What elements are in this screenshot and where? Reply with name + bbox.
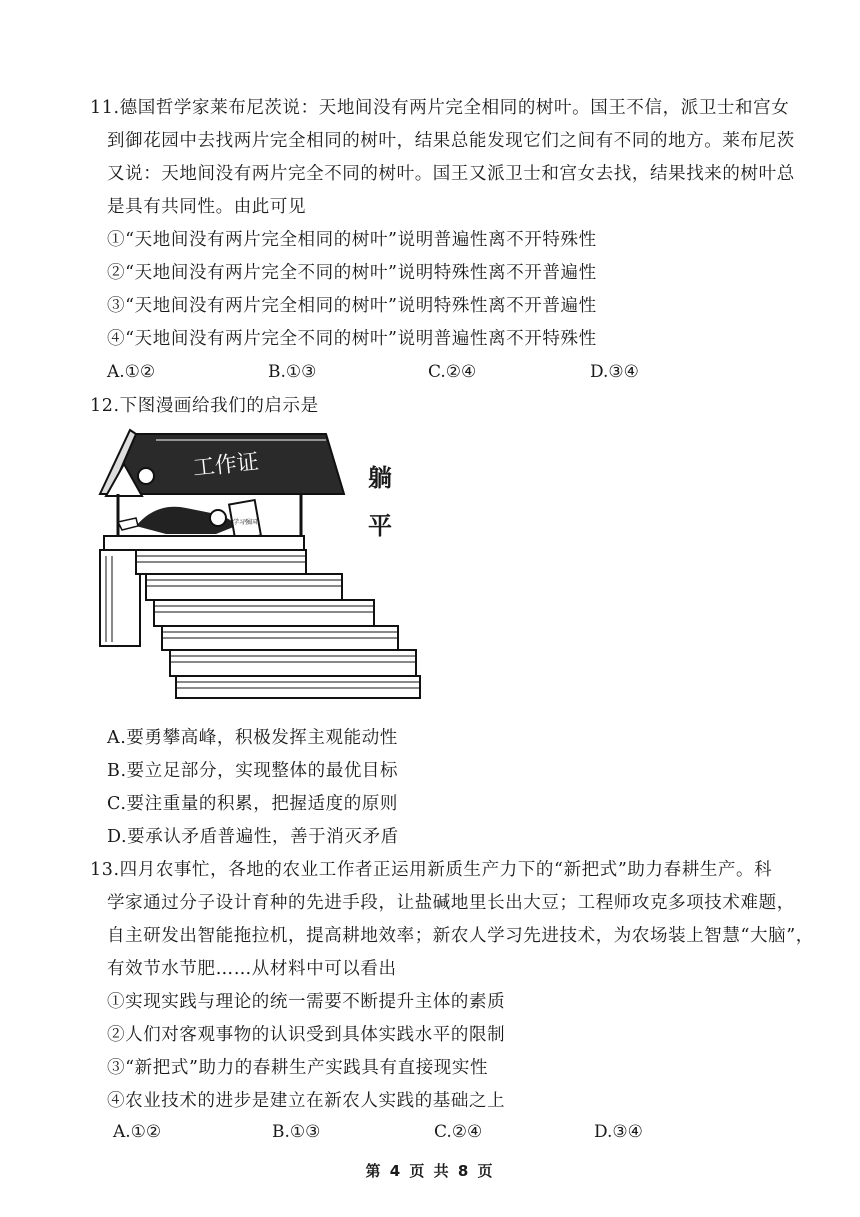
- page-footer: 第 4 页 共 8 页: [365, 1162, 495, 1180]
- q13-statement-1: ①实现实践与理论的统一需要不断提升主体的素质: [107, 992, 506, 1012]
- q11-statement-3: ③“天地间没有两片完全相同的树叶”说明特殊性离不开普遍性: [107, 296, 597, 316]
- book-text: 学习强国: [232, 519, 258, 526]
- q11-stem-line-2: 到御花园中去找两片完全相同的树叶，结果总能发现它们之间有不同的地方。莱布尼茨: [107, 131, 795, 151]
- side-caption-2: 平: [368, 512, 392, 540]
- q13-statement-2: ②人们对客观事物的认识受到具体实践水平的限制: [107, 1025, 506, 1045]
- q11-option-c: C.②④: [428, 362, 477, 382]
- q12-option-c: C.要注重量的积累，把握适度的原则: [107, 794, 399, 814]
- q11-option-a: A.①②: [107, 362, 156, 382]
- q13-option-d: D.③④: [594, 1122, 643, 1142]
- q13-option-a: A.①②: [113, 1122, 162, 1142]
- q11-stem-line-4: 是具有共同性。由此可见: [107, 197, 307, 217]
- q13-stem-line-4: 有效节水节肥……从材料中可以看出: [107, 959, 397, 979]
- q11-statement-4: ④“天地间没有两片完全不同的树叶”说明普遍性离不开特殊性: [107, 329, 597, 349]
- q13-statement-3: ③“新把式”助力的春耕生产实践具有直接现实性: [107, 1058, 489, 1078]
- q13-stem-line-3: 自主研发出智能拖拉机，提高耕地效率；新农人学习先进技术，为农场装上智慧“大脑”，: [107, 926, 814, 946]
- q11-stem-line-1: 11.德国哲学家莱布尼茨说：天地间没有两片完全相同的树叶。国王不信，派卫士和宫女: [90, 98, 790, 118]
- q13-option-c: C.②④: [434, 1122, 483, 1142]
- q11-statement-2: ②“天地间没有两片完全不同的树叶”说明特殊性离不开普遍性: [107, 263, 597, 283]
- q13-option-b: B.①③: [272, 1122, 321, 1142]
- side-caption-1: 躺: [368, 464, 392, 492]
- q13-stem-line-2: 学家通过分子设计育种的先进手段，让盐碱地里长出大豆；工程师攻克多项技术难题，: [107, 893, 795, 913]
- q11-option-b: B.①③: [268, 362, 317, 382]
- q12-option-b: B.要立足部分，实现整体的最优目标: [107, 761, 399, 781]
- q12-option-a: A.要勇攀高峰，积极发挥主观能动性: [107, 728, 398, 748]
- q11-statement-1: ①“天地间没有两片完全相同的树叶”说明普遍性离不开特殊性: [107, 230, 597, 250]
- q12-stem: 12.下图漫画给我们的启示是: [90, 396, 319, 416]
- q12-option-d: D.要承认矛盾普遍性，善于消灭矛盾: [107, 827, 399, 847]
- q11-stem-line-3: 又说：天地间没有两片完全不同的树叶。国王又派卫士和宫女去找，结果找来的树叶总: [107, 164, 795, 184]
- q13-stem-line-1: 13.四月农事忙，各地的农业工作者正运用新质生产力下的“新把式”助力春耕生产。科: [90, 860, 773, 880]
- q11-option-d: D.③④: [590, 362, 639, 382]
- roof-text: 工作证: [191, 449, 261, 482]
- q13-statement-4: ④农业技术的进步是建立在新农人实践的基础之上: [107, 1091, 506, 1111]
